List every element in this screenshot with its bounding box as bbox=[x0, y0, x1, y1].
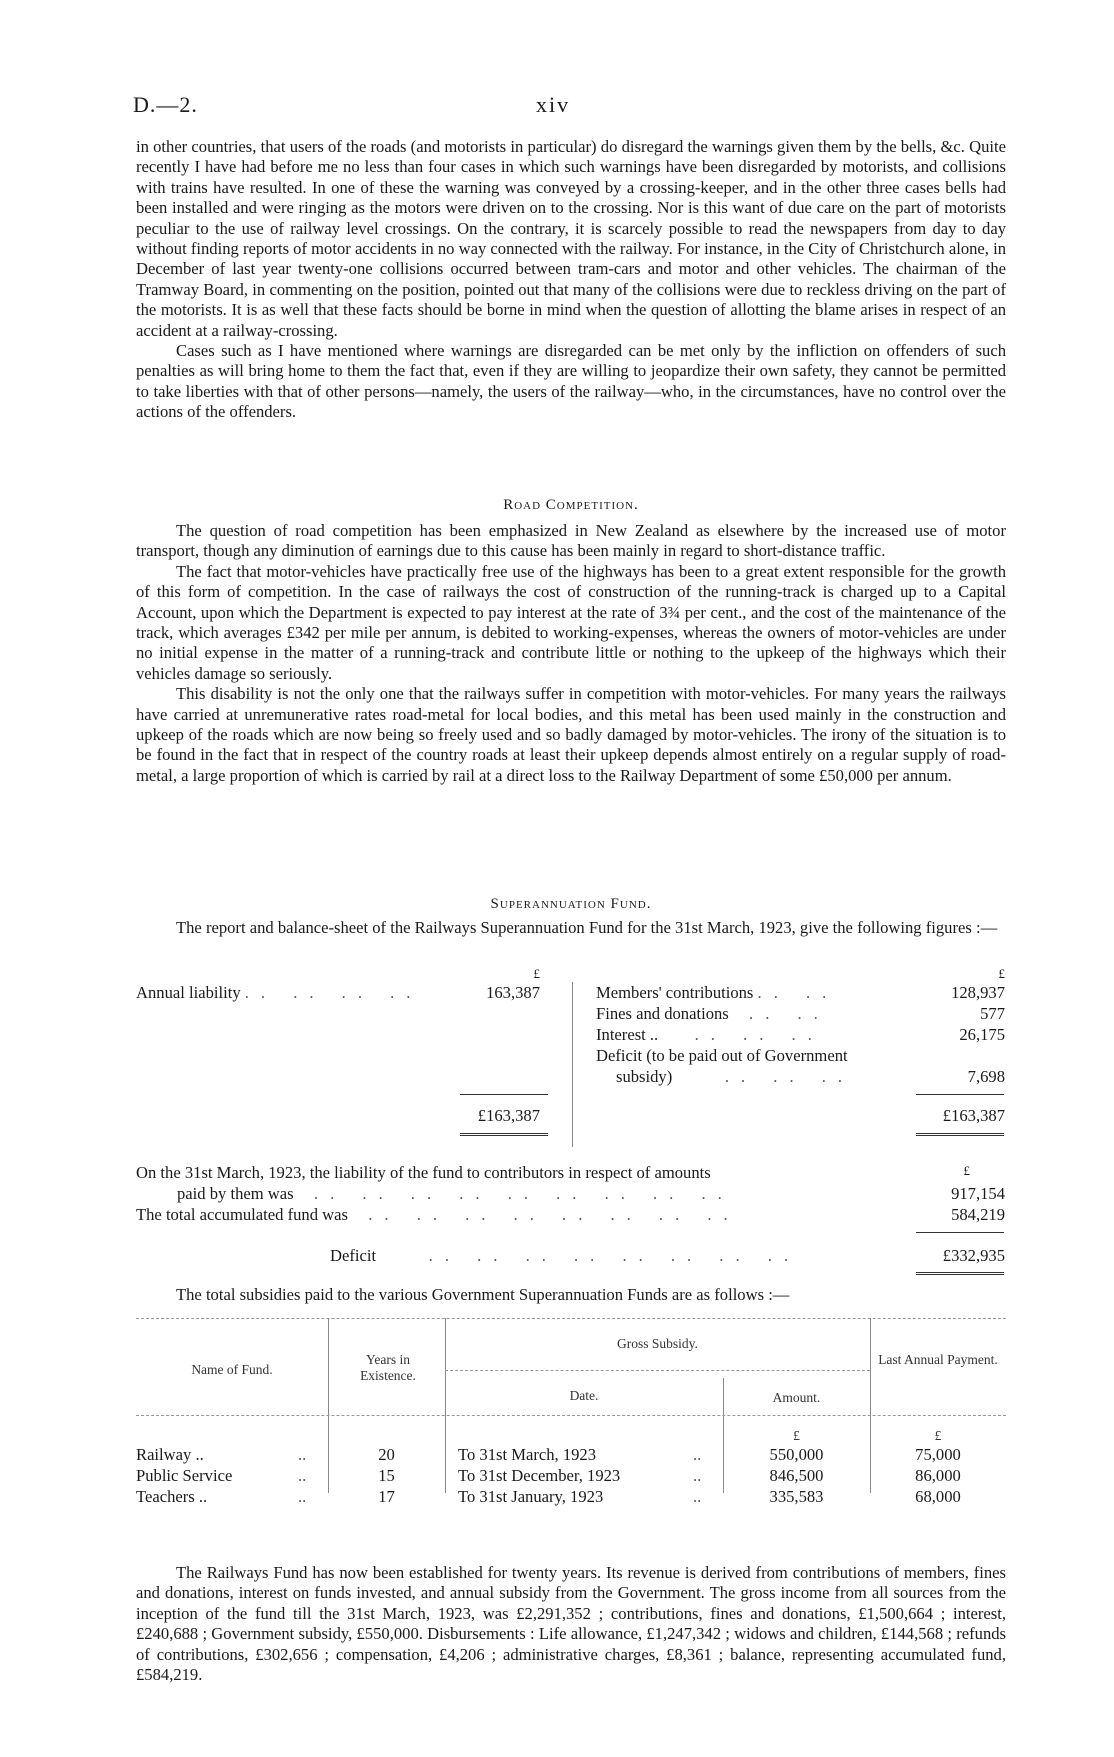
deficit-subsidy-label-2: subsidy) .. .. .. bbox=[616, 1067, 855, 1086]
road-paragraph-1: The question of road competition has been emphasized in New Zealand as elsewhere by the increased use of motor transport, though any diminution of earnings due to this cause has been mainly in regard to short-distance traffic. bbox=[136, 521, 1006, 561]
road-competition-text bbox=[136, 521, 1006, 786]
fines-donations-label: Fines and donations .. .. bbox=[596, 1004, 830, 1023]
liability-currency: £ bbox=[963, 1163, 970, 1178]
liability-line-2: paid by them was .. .. .. .. .. .. .. .. .. bbox=[177, 1184, 734, 1203]
deficit-subsidy-amount: 7,698 bbox=[967, 1067, 1005, 1086]
right-total-rule bbox=[916, 1133, 1004, 1136]
intro-paragraph-2: Cases such as I have mentioned where warnings are disregarded can be met only by the infliction on offenders of such penalties as will bring home to them the fact that, even if they are willing to jeopardize their own safety, they cannot be permitted to take liberties with that of other persons—namely, the users of the railway—who, in the circumstances, have no control over the actions of the offenders. bbox=[136, 341, 1006, 422]
deficit-amount: £332,935 bbox=[942, 1246, 1005, 1265]
table-top-rule bbox=[136, 1318, 1006, 1319]
fund-last-payment: 86,000 bbox=[915, 1466, 961, 1485]
last-payment-currency: £ bbox=[934, 1428, 942, 1443]
left-total-rule bbox=[460, 1133, 548, 1136]
superannuation-intro: The report and balance-sheet of the Railways Superannuation Fund for the 31st March, 1923, give the following figures :— bbox=[176, 918, 998, 937]
row-leader: .. bbox=[693, 1466, 702, 1485]
annual-liability-amount: 163,387 bbox=[486, 983, 540, 1002]
annual-liability-label: Annual liability .. .. .. .. bbox=[136, 983, 423, 1002]
gross-subheader-rule bbox=[445, 1370, 870, 1371]
deficit-total-rule bbox=[916, 1272, 1004, 1275]
currency-left: £ bbox=[533, 966, 540, 981]
road-competition-heading: Road Competition. bbox=[503, 497, 639, 513]
fund-years: 20 bbox=[378, 1445, 395, 1464]
left-total: £163,387 bbox=[477, 1106, 540, 1125]
balance-divider bbox=[572, 982, 573, 1147]
header-last-annual-payment: Last Annual Payment. bbox=[878, 1352, 998, 1367]
fund-date: To 31st March, 1923 bbox=[458, 1445, 597, 1464]
liability-amount: 917,154 bbox=[951, 1184, 1005, 1203]
header-years: Years in Existence. bbox=[360, 1352, 416, 1383]
liability-line-1: On the 31st March, 1923, the liability of the fund to contributors in respect of amounts bbox=[136, 1163, 711, 1182]
superannuation-heading: Superannuation Fund. bbox=[490, 896, 652, 912]
document-reference: D.—2. bbox=[133, 92, 198, 117]
closing-text: The Railways Fund has now been established for twenty years. Its revenue is derived from contributions of members, fines and donations, interest on funds invested, and annual subsidy from the Government. The gross income from all sources from the inception of the fund till the 31st March, 1923, was £2,291,352 ; contributions, fines and donations, £1,500,664 ; interest, £240,688 ; Government subsidy, £550,000. Disbursements : Life allowance, £1,247,342 ; widows and children, £144,568 ; refunds of contributions, £302,656 ; compensation, £4,206 ; administrative charges, £8,361 ; balance, representing accumulated fund, £584,219. bbox=[136, 1563, 1006, 1685]
fund-date: To 31st January, 1923 bbox=[458, 1487, 604, 1506]
fund-amount: 550,000 bbox=[769, 1445, 824, 1464]
page-number: xiv bbox=[536, 92, 571, 117]
left-subtotal-rule bbox=[460, 1094, 548, 1095]
fund-years: 17 bbox=[378, 1487, 395, 1506]
intro-paragraph-1: in other countries, that users of the roads (and motorists in particular) do disregard the warnings given them by the bells, &c. Quite recently I have had before me no less than four cases in which such warnings have been disregarded by motorists, and collisions with trains have resulted. In one of these the warning was conveyed by a crossing-keeper, and in the other three cases bells had been installed and were ringing as the motors were driven on to the crossing. Nor is this want of due care on the part of motorists peculiar to the use of railway level crossings. On the contrary, it is scarcely possible to read the newspapers from day to day without finding reports of motor accidents in no way connected with the railway. For instance, in the City of Christchurch alone, in December of last year twenty-one collisions occurred between tram-cars and motor and other vehicles. The chairman of the Tramway Board, in commenting on the position, pointed out that many of the collisions were due to reckless driving on the part of the motorists. It is as well that these facts should be borne in mind when the question of allotting the blame arises in respect of an accident at a railway-crossing. bbox=[136, 137, 1006, 340]
accumulated-fund-label: The total accumulated fund was .. .. .. .. .. .. .. .. bbox=[136, 1205, 740, 1224]
fund-amount: 846,500 bbox=[769, 1466, 824, 1485]
road-paragraph-2: The fact that motor-vehicles have practically free use of the highways has been to a great extent responsible for the growth of this form of competition. In the case of railways the cost of construction of the running-track is charged up to a Capital Account, upon which the Department is expected to pay interest at the rate of 3¾ per cent., and the cost of the maintenance of the track, which averages £342 per mile per annum, is debited to working-expenses, whereas the owners of motor-vehicles are under no initial expense in the matter of a running-track and contribute little or nothing to the upkeep of the highways which their vehicles damage so seriously. bbox=[136, 561, 1006, 683]
fines-donations-amount: 577 bbox=[980, 1004, 1005, 1023]
intro-text bbox=[136, 137, 1006, 423]
members-contributions-label: Members' contributions .. .. bbox=[596, 983, 839, 1002]
accumulated-fund-amount: 584,219 bbox=[951, 1205, 1005, 1224]
header-gross-subsidy: Gross Subsidy. bbox=[617, 1336, 698, 1351]
row-leader: .. bbox=[693, 1445, 702, 1464]
currency-right: £ bbox=[998, 966, 1005, 981]
subsidies-intro: The total subsidies paid to the various Government Superannuation Funds are as follows :— bbox=[176, 1285, 790, 1304]
fund-amount: 335,583 bbox=[769, 1487, 824, 1506]
header-date: Date. bbox=[569, 1388, 599, 1403]
header-name-of-fund: Name of Fund. bbox=[191, 1362, 273, 1377]
fund-name: Public Service bbox=[136, 1466, 233, 1485]
right-total: £163,387 bbox=[942, 1106, 1005, 1125]
members-contributions-amount: 128,937 bbox=[951, 983, 1005, 1002]
row-leader: .. bbox=[298, 1445, 307, 1464]
row-leader: .. bbox=[693, 1487, 702, 1506]
row-leader: .. bbox=[298, 1487, 307, 1506]
table-header-rule bbox=[136, 1415, 1006, 1416]
fund-years: 15 bbox=[378, 1466, 395, 1485]
amount-currency: £ bbox=[793, 1428, 800, 1443]
deficit-rule bbox=[916, 1232, 1004, 1233]
deficit-label: Deficit .. .. .. .. .. .. .. .. bbox=[330, 1246, 801, 1265]
fund-date: To 31st December, 1923 bbox=[458, 1466, 621, 1485]
right-subtotal-rule bbox=[916, 1094, 1004, 1095]
fund-last-payment: 75,000 bbox=[915, 1445, 961, 1464]
fund-last-payment: 68,000 bbox=[915, 1487, 961, 1506]
interest-amount: 26,175 bbox=[959, 1025, 1005, 1044]
deficit-subsidy-label: Deficit (to be paid out of Government bbox=[596, 1046, 848, 1065]
road-paragraph-3: This disability is not the only one that the railways suffer in competition with motor-vehicles. For many years the railways have carried at unremunerative rates road-metal for local bodies, and this metal has been used mainly in the construction and upkeep of the roads which are now being so freely used and so badly damaged by motor-vehicles. The irony of the situation is to be found in the fact that in respect of the country roads at least their upkeep depends almost entirely on a regular supply of road-metal, a large proportion of which is carried by rail at a direct loss to the Railway Department of some £50,000 per annum. bbox=[136, 684, 1006, 785]
row-leader: .. bbox=[298, 1466, 307, 1485]
fund-name: Railway .. bbox=[136, 1445, 204, 1464]
fund-name: Teachers .. bbox=[136, 1487, 208, 1506]
header-amount: Amount. bbox=[772, 1390, 821, 1405]
interest-label: Interest .. .. .. .. bbox=[596, 1025, 824, 1044]
